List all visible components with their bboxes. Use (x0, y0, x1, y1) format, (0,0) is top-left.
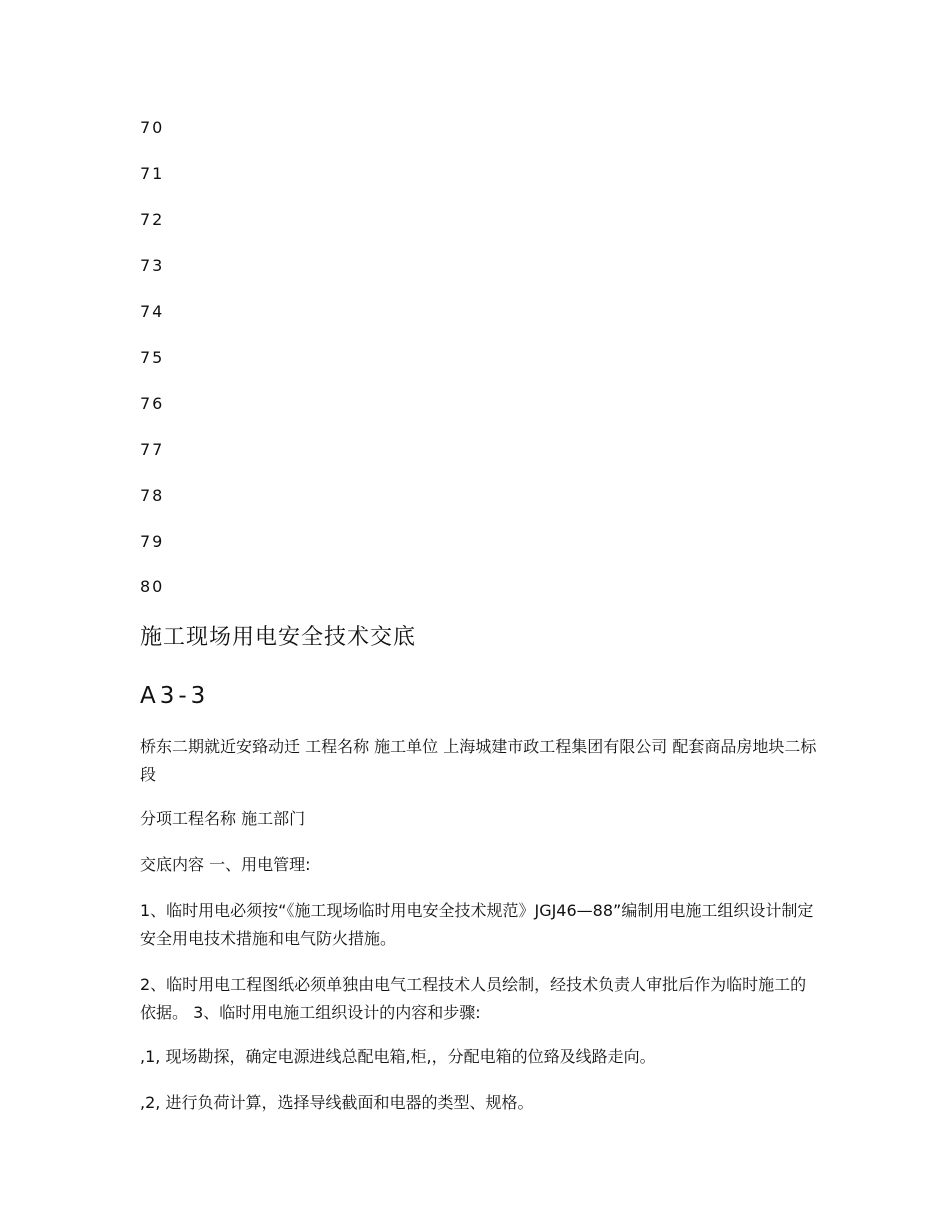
sub-project-paragraph: 分项工程名称 施工部门 (140, 809, 306, 828)
step-2-paragraph: ,2, 进行负荷计算，选择导线截面和电器的类型、规格。 (140, 1093, 534, 1112)
line-number-75: 75 (140, 348, 165, 367)
briefing-content-paragraph: 交底内容 一、用电管理: (140, 855, 311, 874)
line-number-79: 79 (140, 532, 165, 551)
line-number-78: 78 (140, 486, 165, 505)
document-code: A3-3 (140, 683, 210, 709)
line-number-77: 77 (140, 440, 165, 459)
line-number-72: 72 (140, 210, 165, 229)
line-number-70: 70 (140, 118, 165, 137)
line-number-73: 73 (140, 256, 165, 275)
project-info-paragraph: 桥东二期就近安臵动迁 工程名称 施工单位 上海城建市政工程集团有限公司 配套商品房地块二标段 (140, 737, 817, 784)
line-number-71: 71 (140, 164, 165, 183)
step-1-paragraph: ,1, 现场勘探，确定电源进线总配电箱,柜,，分配电箱的位臵及线路走向。 (140, 1047, 656, 1066)
line-number-74: 74 (140, 302, 165, 321)
page-title: 施工现场用电安全技术交底 (140, 625, 417, 650)
clause-1-paragraph: 1、临时用电必须按“《施工现场临时用电安全技术规范》JGJ46—88”编制用电施工组织设计制定安全用电技术措施和电气防火措施。 (140, 901, 814, 948)
clause-2-paragraph: 2、临时用电工程图纸必须单独由电气工程技术人员绘制，经技术负责人审批后作为临时施工的依据。 3、临时用电施工组织设计的内容和步骤: (140, 975, 807, 1022)
line-number-76: 76 (140, 394, 165, 413)
line-number-80: 80 (140, 577, 165, 596)
